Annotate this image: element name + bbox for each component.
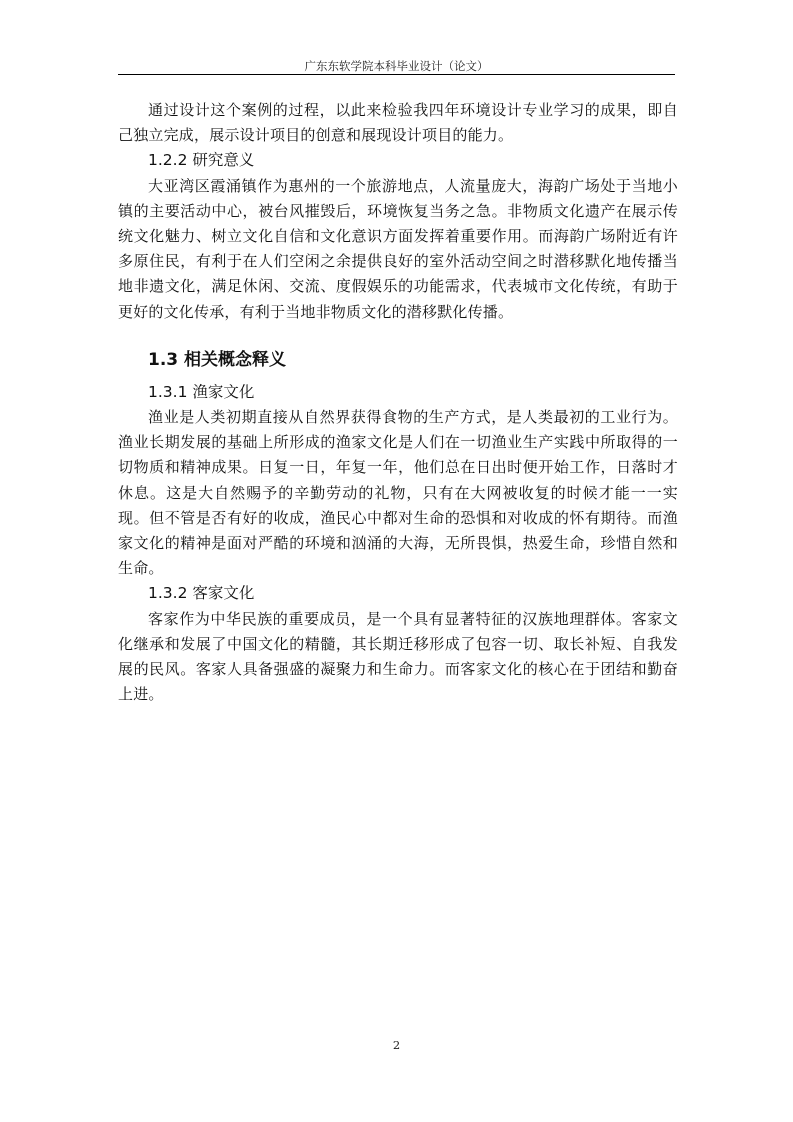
body-content (118, 98, 678, 707)
running-header: 广东东软学院本科毕业设计（论文） (304, 59, 489, 73)
paragraph-research-significance: 大亚湾区霞涌镇作为惠州的一个旅游地点，人流量庞大，海韵广场处于当地小镇的主要活动中心，被台风摧毁后，环境恢复当务之急。非物质文化遗产在展示传统文化魅力、树立文化自信和文化意识方面发挥着重要作用。而海韵广场附近有许多原住民，有利于在人们空闲之余提供良好的室外活动空间之时潜移默化地传播当地非遗文化，满足休闲、交流、度假娱乐的功能需求，代表城市文化传统，有助于更好的文化传承，有利于当地非物质文化的潜移默化传播。 (118, 176, 678, 321)
intro-paragraph: 通过设计这个案例的过程，以此来检验我四年环境设计专业学习的成果，即自己独立完成，展示设计项目的创意和展现设计项目的能力。 (118, 101, 678, 145)
heading-1-2-2: 1.2.2 研究意义 (148, 151, 255, 170)
heading-1-3: 1.3 相关概念释义 (148, 349, 287, 370)
header-divider (118, 74, 675, 75)
page-number: 2 (392, 1038, 401, 1052)
heading-1-3-2: 1.3.2 客家文化 (148, 584, 255, 603)
paragraph-fishing-culture: 渔业是人类初期直接从自然界获得食物的生产方式，是人类最初的工业行为。渔业长期发展的基础上所形成的渔家文化是人们在一切渔业生产实践中所取得的一切物质和精神成果。日复一日，年复一年，他们总在日出时便开始工作，日落时才休息。这是大自然赐予的辛勤劳动的礼物，只有在大网被收复的时候才能一一实现。但不管是否有好的收成，渔民心中都对生命的恐惧和对收成的怀有期待。而渔家文化的精神是面对严酷的环境和汹涌的大海，无所畏惧，热爱生命，珍惜自然和生命。 (118, 408, 678, 578)
paragraph-hakka-culture: 客家作为中华民族的重要成员，是一个具有显著特征的汉族地理群体。客家文化继承和发展了中国文化的精髓，其长期迁移形成了包容一切、取长补短、自我发展的民风。客家人具备强盛的凝聚力和生命力。而客家文化的核心在于团结和勤奋上进。 (118, 609, 678, 704)
heading-1-3-1: 1.3.1 渔家文化 (148, 382, 255, 401)
